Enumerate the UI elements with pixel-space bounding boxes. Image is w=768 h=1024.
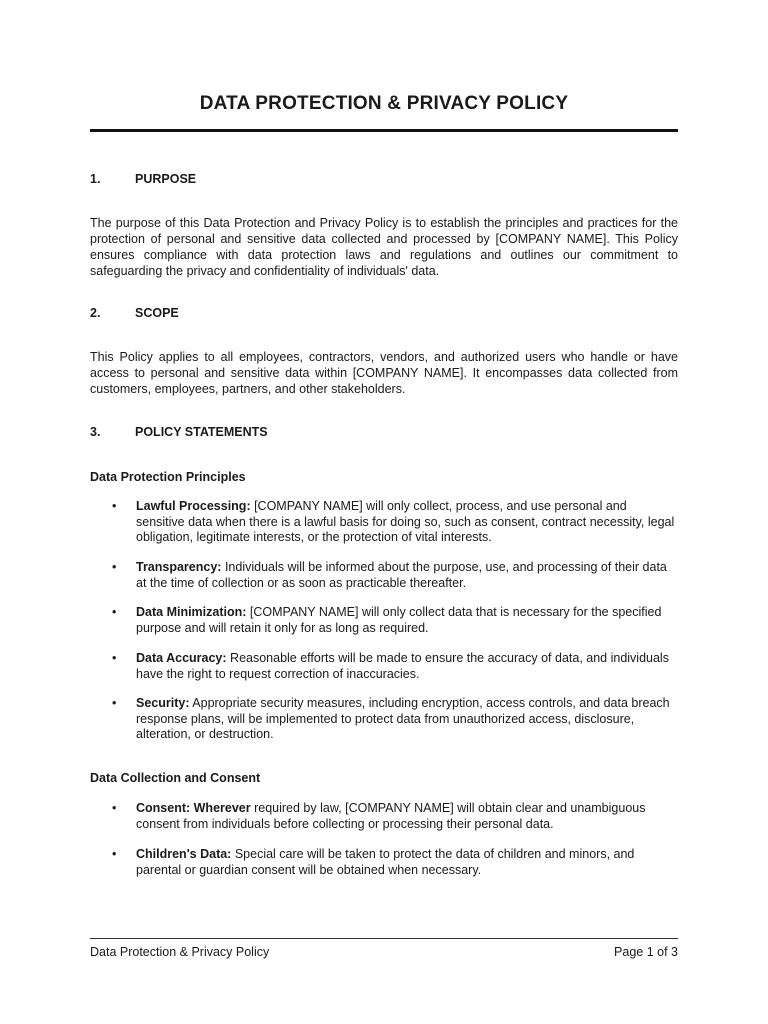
title-divider: [90, 129, 678, 132]
purpose-paragraph: The purpose of this Data Protection and Privacy Policy is to establish the principles and practices for the protection of personal and sensitive data collected and processed by [COMPANY NAME]. This Policy ensures compliance with data protection laws and regulations and outlines our commitment to safeguarding the privacy and confidentiality of individuals' data.: [90, 216, 678, 278]
bullet-icon: •: [112, 499, 117, 513]
bullet-icon: •: [112, 560, 117, 574]
footer-divider: [90, 938, 678, 939]
bullet-icon: •: [112, 651, 117, 665]
list-item-term: Consent: Wherever: [136, 801, 251, 815]
list-item-term: Children's Data:: [136, 847, 232, 861]
scope-paragraph: This Policy applies to all employees, contractors, vendors, and authorized users who handle or have access to personal and sensitive data within [COMPANY NAME]. It encompasses data collected from customers, employees, partners, and other stakeholders.: [90, 350, 678, 396]
list-item-term: Lawful Processing:: [136, 499, 251, 513]
subheading-principles: Data Protection Principles: [90, 470, 246, 484]
list-item-text: Individuals will be informed about the purpose, use, and processing of their data at the time of collection or as soon as practicable thereafter.: [136, 560, 667, 590]
document-title: DATA PROTECTION & PRIVACY POLICY: [199, 93, 569, 114]
section-title: POLICY STATEMENTS: [135, 425, 268, 439]
bullet-icon: •: [112, 801, 117, 815]
section-title: SCOPE: [135, 306, 179, 320]
list-item-term: Security:: [136, 696, 190, 710]
section-number: 3.: [90, 425, 101, 439]
list-item-text: Appropriate security measures, including encryption, access controls, and data breach response plans, will be implemented to protect data from unauthorized access, disclosure, alteration, or destruction.: [136, 696, 670, 741]
page-number: Page 1 of 3: [614, 945, 678, 959]
list-item-text: Reasonable efforts will be made to ensure the accuracy of data, and individuals have the right to request correction of inaccuracies.: [136, 651, 669, 681]
list-item-term: Data Minimization:: [136, 605, 247, 619]
subheading-collection: Data Collection and Consent: [90, 771, 261, 785]
bullet-icon: •: [112, 696, 117, 710]
list-item-term: Data Accuracy:: [136, 651, 227, 665]
list-item-text: [COMPANY NAME] will only collect, process, and use personal and sensitive data when there is a lawful basis for doing so, such as consent, contract necessity, legal obligation, legitimate interests, or the protection of vital interests.: [136, 499, 675, 544]
list-item-text: required by law, [COMPANY NAME] will obtain clear and unambiguous consent from individuals before collecting or processing their personal data.: [136, 801, 646, 831]
section-number: 2.: [90, 306, 101, 320]
list-item-term: Transparency:: [136, 560, 222, 574]
section-number: 1.: [90, 172, 101, 186]
footer-document-title: Data Protection & Privacy Policy: [90, 945, 270, 959]
bullet-icon: •: [112, 847, 117, 861]
section-title: PURPOSE: [135, 172, 197, 186]
list-item-text: Special care will be taken to protect the data of children and minors, and parental or guardian consent will be obtained when necessary.: [136, 847, 635, 877]
list-item-text: [COMPANY NAME] will only collect data that is necessary for the specified purpose and will retain it only for as long as required.: [136, 605, 662, 635]
bullet-icon: •: [112, 605, 117, 619]
